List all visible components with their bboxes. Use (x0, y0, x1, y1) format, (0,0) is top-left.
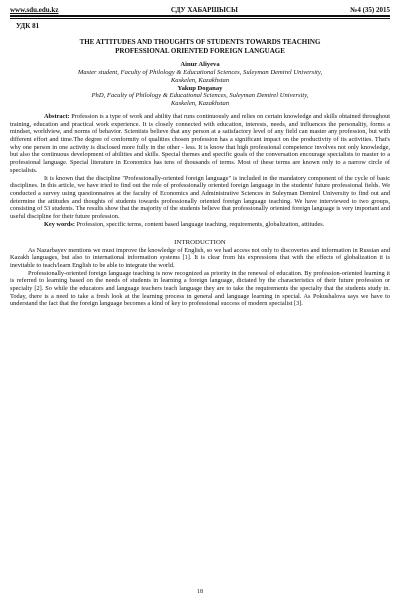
abstract-section (10, 113, 390, 229)
author-name-2: Yakup Doganay (177, 84, 223, 92)
author-name-1: Ainur Aliyeva (180, 61, 220, 69)
author-affiliation-1b: Kaskelen, Kazakhstan (170, 76, 230, 84)
author-affiliation-2a: PhD, Faculty of Philology & Educational Sciences, Suleyman Demirel University, (91, 92, 309, 100)
introduction-paragraph-2: Professionally-oriented foreign language teaching is now recognized as priority in the renewal of education. By profession-oriented learning it is referred to learning based on the needs of students in learning a foreign language, dictated by the characteristics of their future profession or specialty [2]. So while the educators and language teachers teach language they are to take the requirements the specialty that the students study in. Today, there is a need to take a fresh look at the learning process in general and language learning in special. As Pokushalova says we have to understand the fact that the foreign language becomes a kind of key to professional success of modern specialist [3]. (10, 269, 390, 308)
website-link[interactable]: www.sdu.edu.kz (10, 6, 59, 14)
keywords-label: Key words: (44, 220, 75, 228)
udk-code: УДК 81 (16, 22, 40, 30)
abstract-paragraph-1 (10, 113, 390, 175)
author-block (10, 61, 390, 108)
title-line-2: PROFESSIONAL ORIENTED FOREIGN LANGUAGE (115, 46, 285, 55)
introduction-heading: INTRODUCTION (174, 238, 226, 246)
author-affiliation-1a: Master student, Faculty of Philology & Educational Sciences, Suleyman Demirel University, (77, 68, 323, 76)
keywords-paragraph (10, 221, 390, 229)
journal-name: СДУ ХАБАРШЫСЫ (170, 6, 238, 14)
issue-number: №4 (35) 2015 (350, 6, 390, 14)
introduction-body (10, 247, 390, 309)
header-divider (10, 18, 390, 19)
abstract-text-1: Profession is a type of work and ability that runs continuously and relies on certain knowledge and skills obtained throughout training, education and practical work experience. It is closely connected with education, interests, needs, and influences the personality, forms a mindset, worldview, and norms of behavior. Scientists believe that any person at a satisfactory level of any field can master any profession, but with different effort and time.The degree of conformity of qualities chosen profession has a significant impact on the productivity of its activities. That's why one person in one activity is disclosed more fully in the other - less. It is know that high professional competence involves not only knowledge, but also the continuous development of abilities and skills. Special themes and specific goals of the conversation encourage specialists to master to a professional language. Special literature in Economics has tens of thousands of terms. Most of these terms are known only to a narrow circle of specialists. (10, 112, 390, 174)
keywords-text: Profession, specific terms, content based language teaching, requirements, globalization, attitudes. (76, 220, 325, 228)
introduction-paragraph-1: As Nazarbayev mentions we must improve the knowledge of English, so we had access not only to discoveries and information in Russian and Kazakh languages, but also to international information systems [1]. It is clear from his expressions that with the effects of globalization it is inevitable to teach/learn English to be able to integrate the world. (10, 246, 390, 269)
abstract-paragraph-2: It is known that the discipline "Professionally-oriented foreign language" is included in the mandatory component of the cycle of basic disciplines. In this article, we have tried to find out the role of professionally oriented foreign language in the students' future professional fields. We conducted a survey using questionnaires at the faculty of Economics and Administrative Sciences in Suleyman Demirel University to find out and determine the attitudes and thoughts of students towards professionally oriented foreign language teaching. We have interviewed to two groups, consisting of 53 students. The results show that the majority of the students believe that professionally oriented foreign language is very important and useful discipline for their future profession. (10, 174, 390, 221)
page-number: 18 (197, 589, 203, 595)
running-header (10, 6, 390, 17)
author-affiliation-2b: Kaskelen, Kazakhstan (170, 100, 230, 108)
article-title (10, 38, 390, 55)
title-line-1: THE ATTITUDES AND THOUGHTS OF STUDENTS TOWARDS TEACHING (79, 38, 321, 46)
abstract-label: Abstract: (44, 112, 70, 120)
